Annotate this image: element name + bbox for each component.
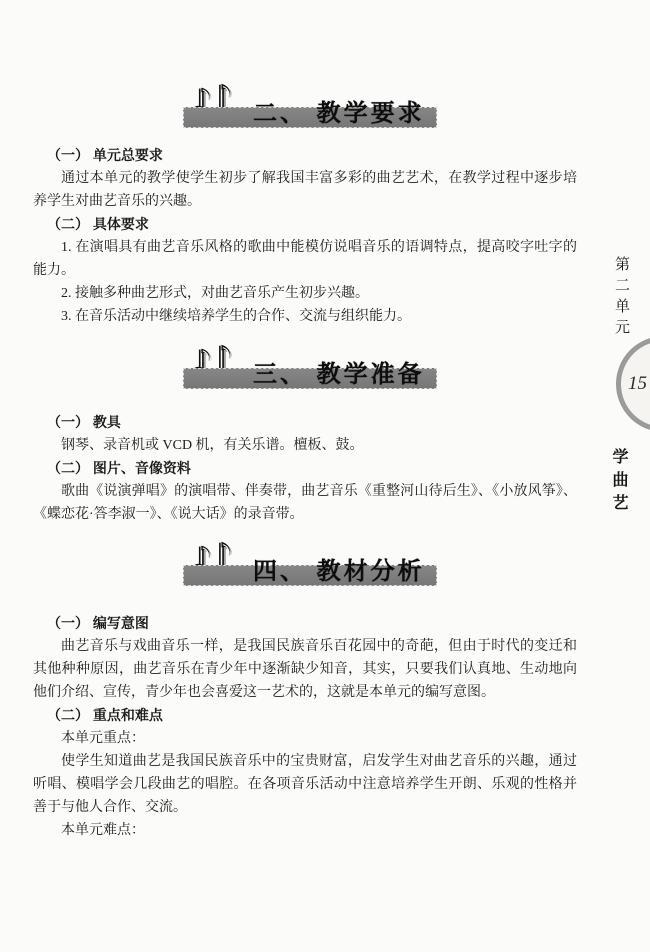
paragraph: 使学生知道曲艺是我国民族音乐中的宝贵财富，启发学生对曲艺音乐的兴趣，通过听唱、模唱学会几段曲艺的唱腔。在各项音乐活动中注意培养学生开朗、乐观的性格并善于与他人合作、交流。 [33,754,577,815]
subsection-heading: （一） 单元总要求 [47,147,163,163]
section-banner [183,538,437,586]
paragraph: 通过本单元的教学使学生初步了解我国丰富多彩的曲艺艺术，在教学过程中逐步培养学生对曲艺音乐的兴趣。 [33,171,577,209]
section-body [0,144,650,328]
section-title: 四、 教材分析 [253,558,425,585]
subsection-heading: （一） 编写意图 [47,615,149,631]
paragraph: 歌曲《说演弹唱》的演唱带、伴奏带，曲艺音乐《重整河山待后生》、《小放风筝》、《蝶恋花·答李淑一》、《说大话》的录音带。 [33,484,577,522]
sidebar-unit-title: 学曲艺 [610,448,627,517]
page-number: 15 [628,373,647,394]
sidebar-unit-label: 第二单元 [613,256,629,340]
section-material-analysis [0,538,650,842]
section-title: 三、 教学准备 [253,361,425,388]
paragraph: 钢琴、录音机或 VCD 机，有关乐谱。檀板、鼓。 [61,438,364,453]
subsection-heading: （二） 图片、音像资料 [47,460,191,476]
paragraph: 本单元难点： [61,823,145,838]
paragraph: 曲艺音乐与戏曲音乐一样，是我国民族音乐百花园中的奇葩，但由于时代的变迁和其他种种原因，曲艺音乐在青少年中逐渐缺少知音，其实，只要我们认真地、生动地向他们介绍、宣传，青少年也会喜爱这一艺术的，这就是本单元的编写意图。 [33,639,577,700]
section-body [0,612,650,842]
section-banner [183,80,437,128]
section-banner [183,341,437,389]
list-item: 2. 接触多种曲艺形式，对曲艺音乐产生初步兴趣。 [61,286,369,301]
subsection-heading: （二） 具体要求 [47,216,149,232]
section-teaching-preparation [0,341,650,526]
section-title: 二、 教学要求 [253,100,425,127]
list-item: 1. 在演唱具有曲艺音乐风格的歌曲中能模仿说唱音乐的语调特点，提高咬字吐字的能力。 [33,240,577,278]
subsection-heading: （一） 教具 [47,414,121,430]
list-item: 3. 在音乐活动中继续培养学生的合作、交流与组织能力。 [61,309,411,324]
subsection-heading: （二） 重点和难点 [47,707,163,723]
section-teaching-requirements [0,80,650,328]
paragraph: 本单元重点： [61,731,145,746]
section-body [0,411,650,526]
